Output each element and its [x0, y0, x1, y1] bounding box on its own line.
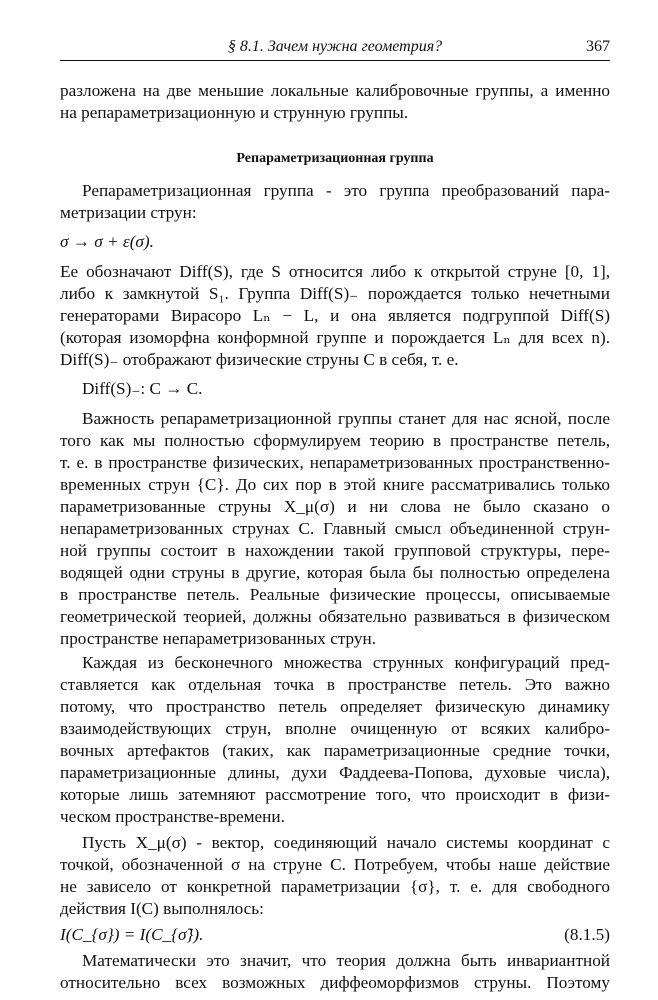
formula-line: Diff(S)₋: C → C. — [82, 379, 203, 398]
text-line: непараметризованных струнах C. Главный смысл объединенной струн- — [60, 519, 610, 538]
text-line: относительно всех возможных диффеоморфизмов струны. Поэтому — [60, 973, 610, 992]
text-line: на репараметризационную и струнную группы. — [60, 103, 409, 122]
equation-number: (8.1.5) — [564, 925, 610, 944]
text-line: Каждая из бесконечного множества струнных конфигураций пред- — [82, 653, 610, 672]
text-line: (которая изоморфна конформной группе и порождается Lₙ для всех n). — [60, 328, 610, 347]
text-line: водящей одни струны в другие, которая была бы полностью определена — [60, 563, 610, 582]
text-line: вочных артефактов (таких, как параметризационные средние точки, — [60, 741, 610, 760]
text-line: ческом пространстве-времени. — [60, 807, 285, 826]
text-line: взаимодействующих струн, вполне очищенную от всяких калибро- — [60, 719, 610, 738]
text-line: того как мы полностью сформулируем теорию в пространстве петель, — [60, 431, 610, 450]
running-header — [60, 36, 610, 61]
text-line: Diff(S)₋ отображают физические струны C в себя, т. е. — [60, 350, 459, 369]
text-line: ставляется как отдельная точка в пространстве петель. Это важно — [60, 675, 610, 694]
section-heading: Репараметризационная группа — [236, 151, 434, 166]
equation-8-1-5: I(C_{σ}) = I(C_{σ̃}). — [60, 925, 204, 944]
text-line: которые лишь затемняют рассмотрение того, что происходит в физи- — [60, 785, 610, 804]
text-line: пространстве непараметризованных струн. — [60, 629, 376, 648]
text-line: Пусть X_μ(σ) - вектор, соединяющий начало системы координат с — [82, 833, 610, 852]
page-number: 367 — [586, 38, 610, 55]
text-line: либо к замкнутой S₁. Группа Diff(S)₋ порождается только нечетными — [60, 284, 610, 303]
text-line: ной группы состоит в нахождении такой групповой структуры, пере- — [60, 541, 610, 560]
text-line: Ее обозначают Diff(S), где S относится либо к открытой струне [0, 1], — [60, 262, 610, 281]
text-line: потому, что пространство петель определяет физическую динамику — [60, 697, 610, 716]
running-title: § 8.1. Зачем нужна геометрия? — [227, 38, 443, 55]
text-line: Важность репараметризационной группы станет для нас ясной, после — [82, 409, 610, 428]
text-line: геометрической теорией, должны обязательно развиваться в физическом — [60, 607, 610, 626]
text-line: Репараметризационная группа - это группа преобразований пара- — [82, 181, 610, 200]
text-line: действия I(C) выполнялось: — [60, 899, 264, 918]
text-line: разложена на две меньшие локальные калибровочные группы, а именно — [60, 81, 610, 100]
text-line: Математически это значит, что теория должна быть инвариантной — [82, 951, 610, 970]
text-line: временных струн {C}. До сих пор в этой книге рассматривались только — [60, 475, 610, 494]
text-line: параметризационные длины, духи Фаддеева-Попова, духовые числа), — [60, 763, 610, 782]
text-line: в пространстве петель. Реальные физические процессы, описываемые — [60, 585, 610, 604]
text-line: генераторами Вирасоро Lₙ − L, и она является подгруппой Diff(S) — [60, 306, 610, 325]
text-line: точкой, обозначенной σ на струне C. Потребуем, чтобы наше действие — [60, 855, 610, 874]
formula-line: σ → σ + ε(σ). — [60, 232, 154, 251]
text-line: параметризованные струны X_μ(σ) и ни слова не было сказано о — [60, 497, 610, 516]
text-line: т. е. в пространстве физических, непараметризованных пространственно- — [60, 453, 610, 472]
text-line: не зависело от конкретной параметризации {σ}, т. е. для свободного — [60, 877, 610, 896]
text-line: метризации струн: — [60, 203, 197, 222]
